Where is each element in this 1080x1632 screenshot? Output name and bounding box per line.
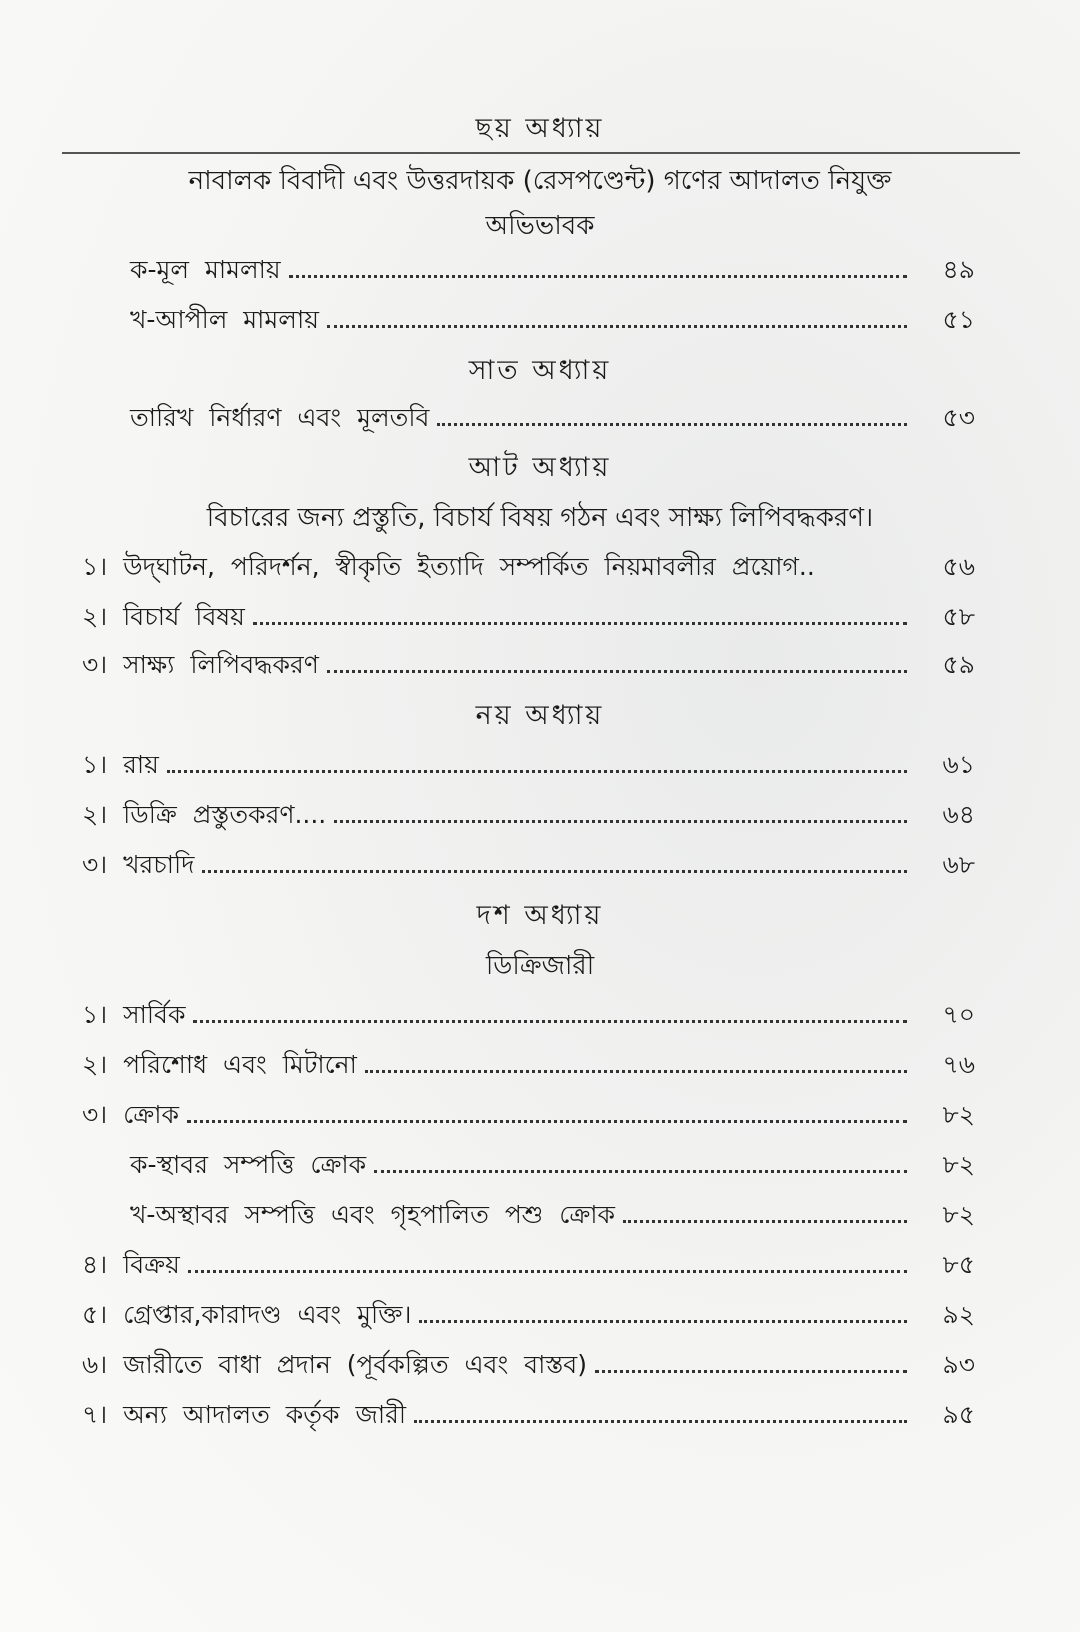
toc-entry-label: ৪। বিক্রয় xyxy=(82,1250,180,1279)
leader-dots xyxy=(419,1302,907,1323)
toc-entry xyxy=(82,795,975,829)
toc-entry xyxy=(82,1045,975,1079)
leader-dots xyxy=(193,1002,907,1023)
chapter-title: ডিক্রিজারী xyxy=(485,951,595,981)
toc-entry-label: ৩। ক্রোক xyxy=(82,1100,179,1129)
chapter-title: বিচারের জন্য প্রস্তুতি, বিচার্য বিষয় গঠন এবং সাক্ষ্য লিপিবদ্ধকরণ। xyxy=(206,503,874,533)
toc-entry-label: ১। সার্বিক xyxy=(82,1000,186,1029)
leader-dots xyxy=(188,1252,907,1273)
toc-entry xyxy=(130,398,975,432)
toc-entry-label: ১। উদ্‌ঘাটন, পরিদর্শন, স্বীকৃতি ইত্যাদি সম্পর্কিত নিয়মাবলীর প্রয়োগ.. xyxy=(82,552,815,581)
toc-entry xyxy=(82,1295,975,1329)
toc-entry-label: ৫। গ্রেপ্তার,কারাদণ্ড এবং মুক্তি। xyxy=(82,1300,412,1329)
toc-entry xyxy=(130,1145,975,1179)
toc-entry-label: ক-মূল মামলায় xyxy=(130,255,281,284)
chapter-heading: দশ অধ্যায় xyxy=(476,900,604,931)
toc-entry-label: ১। রায় xyxy=(82,750,159,779)
toc-entry xyxy=(130,1195,975,1229)
leader-dots xyxy=(167,752,907,773)
toc-entry-label: ২। পরিশোধ এবং মিটানো xyxy=(82,1050,357,1079)
toc-entry-page: ৪৯ xyxy=(942,255,975,284)
chapter-heading: সাত অধ্যায় xyxy=(468,355,612,386)
leader-dots xyxy=(187,1102,907,1123)
leader-dots xyxy=(327,652,907,673)
toc-entry-page: ৯৩ xyxy=(942,1350,975,1379)
toc-entry-page: ৮২ xyxy=(942,1200,975,1229)
chapter-title: অভিভাবক xyxy=(485,211,595,241)
toc-entry-label: ৬। জারীতে বাধা প্রদান (পূর্বকল্পিত এবং বাস্তব) xyxy=(82,1350,587,1379)
toc-entry-page: ৮৫ xyxy=(942,1250,975,1279)
toc-entry-label: খ-অস্থাবর সম্পত্তি এবং গৃহপালিত পশু ক্রোক xyxy=(130,1200,616,1229)
toc-entry-page: ৯২ xyxy=(942,1300,975,1329)
chapter-heading: ছয় অধ্যায় xyxy=(475,113,605,144)
leader-dots xyxy=(437,405,907,426)
toc-entry-label: ২। ডিক্রি প্রস্তুতকরণ.... xyxy=(82,800,327,829)
toc-entry-page: ৫৮ xyxy=(942,602,975,631)
toc-entry xyxy=(130,300,975,334)
toc-entry xyxy=(82,995,975,1029)
chapter-heading: নয় অধ্যায় xyxy=(475,700,605,731)
toc-entry-page: ৫৬ xyxy=(942,552,975,581)
toc-entry-page: ৫১ xyxy=(942,305,975,334)
toc-entry-label: ক-স্থাবর সম্পত্তি ক্রোক xyxy=(130,1150,367,1179)
toc-entry-page: ৫৩ xyxy=(942,403,975,432)
leader-dots xyxy=(823,554,907,575)
toc-entry-page: ৬৮ xyxy=(942,850,975,879)
toc-entry-page: ৬৪ xyxy=(942,800,975,829)
leader-dots xyxy=(253,604,907,625)
leader-dots xyxy=(623,1202,907,1223)
toc-entry xyxy=(82,1395,975,1429)
toc-entry-page: ৭০ xyxy=(942,1000,975,1029)
leader-dots xyxy=(289,257,907,278)
leader-dots xyxy=(414,1402,907,1423)
toc-entry-label: ৭। অন্য আদালত কর্তৃক জারী xyxy=(82,1400,406,1429)
toc-entry-page: ৬১ xyxy=(942,750,975,779)
toc-entry-page: ৯৫ xyxy=(942,1400,975,1429)
toc-entry xyxy=(82,645,975,679)
toc-entry-page: ৫৯ xyxy=(942,650,975,679)
toc-entry-label: খ-আপীল মামলায় xyxy=(130,305,319,334)
toc-entry-label: ৩। খরচাদি xyxy=(82,850,195,879)
toc-entry xyxy=(82,1095,975,1129)
toc-entry xyxy=(82,845,975,879)
leader-dots xyxy=(374,1152,907,1173)
leader-dots xyxy=(334,802,907,823)
toc-entry xyxy=(82,597,975,631)
toc-entry xyxy=(82,1345,975,1379)
leader-dots xyxy=(327,307,907,328)
toc-entry-label: ২। বিচার্য বিষয় xyxy=(82,602,245,631)
toc-entry-label: ৩। সাক্ষ্য লিপিবদ্ধকরণ xyxy=(82,650,319,679)
toc-entry xyxy=(82,1245,975,1279)
toc-entry-page: ৮২ xyxy=(942,1100,975,1129)
toc-entry xyxy=(82,745,975,779)
toc-entry xyxy=(82,547,975,581)
toc-entry xyxy=(130,250,975,284)
toc-entry-page: ৮২ xyxy=(942,1150,975,1179)
toc-entry-page: ৭৬ xyxy=(942,1050,975,1079)
leader-dots xyxy=(202,852,907,873)
chapter-title: নাবালক বিবাদী এবং উত্তরদায়ক (রেসপণ্ডেন্ট) গণের আদালত নিযুক্ত xyxy=(188,166,892,196)
toc-entry-label: তারিখ নির্ধারণ এবং মূলতবি xyxy=(130,403,430,432)
leader-dots xyxy=(595,1352,907,1373)
chapter-heading: আট অধ্যায় xyxy=(468,452,612,483)
leader-dots xyxy=(365,1052,907,1073)
